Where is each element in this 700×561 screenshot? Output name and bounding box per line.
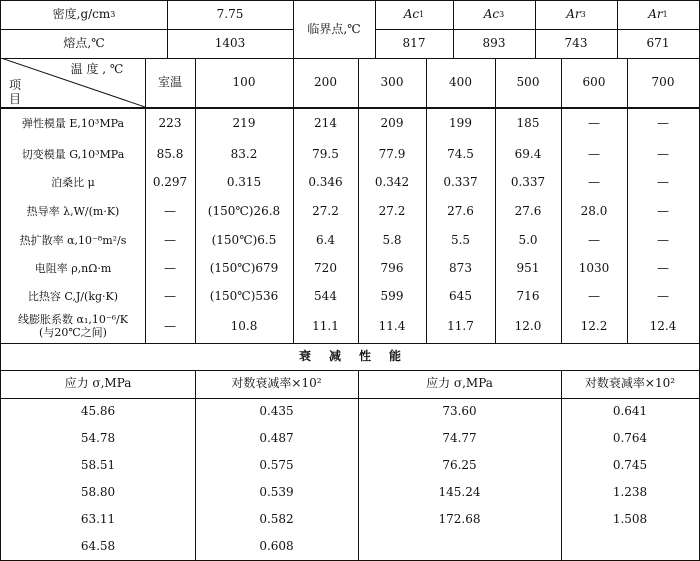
property-value-cell: 185 (516, 116, 540, 131)
damping-value-cell: 1.238 (612, 484, 648, 499)
temperature-column-header: 700 (651, 74, 675, 89)
corner-temperature-label: 温 度 , ℃ (70, 62, 124, 77)
temperature-col-divider (495, 58, 496, 343)
damping-value-cell: 172.68 (438, 511, 481, 526)
property-value-cell: 69.4 (514, 147, 542, 162)
damping-value-cell: 74.77 (442, 430, 477, 445)
density-label-sup: 3 (110, 10, 116, 20)
critical-point-name-ar1: Ar 1 (648, 7, 668, 22)
damping-column-header: 应力 σ,MPa (426, 376, 493, 391)
property-value-cell: 12.2 (580, 319, 608, 334)
property-value-cell: 12.4 (649, 319, 677, 334)
damping-value-cell: 1.508 (612, 511, 648, 526)
property-value-cell: 74.5 (447, 147, 474, 162)
damping-value-cell: 76.25 (442, 457, 477, 472)
critical-point-value-ac1: 817 (402, 35, 426, 50)
property-value-cell: 0.342 (374, 175, 410, 190)
header-bottom-rule (1, 58, 699, 59)
damping-title-rule (1, 370, 699, 371)
header-col-divider (617, 1, 618, 58)
property-value-cell: (150℃)536 (209, 289, 279, 304)
property-value-cell: — (657, 175, 669, 190)
property-value-cell: 27.2 (378, 204, 406, 219)
property-value-cell: 214 (314, 116, 337, 131)
temperature-column-header: 300 (380, 74, 404, 89)
melting-value: 1403 (214, 35, 246, 50)
damping-value-cell: 145.24 (438, 484, 481, 499)
property-value-cell: — (657, 233, 669, 248)
damping-value-cell: 0.582 (259, 511, 294, 526)
property-value-cell: 0.337 (510, 175, 546, 190)
property-value-cell: (150℃)679 (209, 261, 279, 276)
property-value-cell: 12.0 (514, 319, 542, 334)
property-row-label: 泊桑比 μ (51, 175, 95, 189)
temperature-col-divider (426, 58, 427, 343)
corner-item-label: 项 目 (8, 78, 21, 106)
header-col-divider (453, 1, 454, 58)
property-value-cell: 11.4 (378, 319, 406, 334)
property-value-cell: 83.2 (230, 147, 258, 162)
property-value-cell: — (164, 319, 176, 334)
damping-header-rule (1, 398, 699, 399)
header-col-divider (167, 1, 168, 58)
property-value-cell: 79.5 (312, 147, 339, 162)
property-row-label (1, 311, 145, 343)
property-value-cell: — (164, 233, 176, 248)
property-value-cell: — (588, 289, 600, 304)
critical-point-name-ar3: Ar 3 (566, 7, 586, 22)
property-value-cell: 219 (232, 116, 256, 131)
temperature-col-divider (145, 58, 146, 343)
temperature-column-header: 室温 (157, 74, 182, 89)
damping-col-divider (358, 370, 359, 560)
damping-value-cell: 0.641 (612, 403, 648, 418)
damping-value-cell: 0.539 (259, 484, 294, 499)
damping-value-cell: 0.764 (612, 430, 648, 445)
property-row-label: 热导率 λ,W/(m·K) (26, 204, 120, 218)
property-value-cell: 27.6 (447, 204, 474, 219)
property-value-cell: 5.8 (382, 233, 402, 248)
property-value-cell: 1030 (578, 261, 610, 276)
property-row-label: 热扩散率 α,10⁻⁸m²/s (19, 233, 127, 247)
damping-value-cell: 45.86 (80, 403, 116, 418)
property-value-cell: (150℃)26.8 (207, 204, 281, 219)
property-value-cell: — (657, 289, 669, 304)
damping-column-header: 对数衰减率×10² (231, 376, 322, 391)
damping-value-cell: 58.51 (80, 457, 116, 472)
property-value-cell: 645 (449, 289, 472, 304)
damping-value-cell: 0.435 (259, 403, 294, 418)
property-value-cell: — (588, 175, 600, 190)
critical-point-name-ac3: Ac 3 (483, 7, 505, 22)
temperature-col-divider (195, 58, 196, 107)
density-value: 7.75 (216, 7, 244, 22)
critical-point-value-ac3: 893 (482, 35, 506, 50)
melting-label: 熔点,℃ (63, 35, 105, 50)
property-row-label: 比热容 C,J/(kg·K) (27, 289, 119, 303)
property-value-cell: 873 (449, 261, 472, 276)
damping-value-cell: 73.60 (442, 403, 477, 418)
property-value-cell: — (164, 261, 176, 276)
temperature-column-header: 500 (516, 74, 540, 89)
property-value-cell: 716 (516, 289, 540, 304)
temperature-column-header: 100 (232, 74, 256, 89)
property-value-cell: 11.1 (312, 319, 339, 334)
property-value-cell: 0.315 (226, 175, 262, 190)
damping-value-cell: 58.80 (80, 484, 116, 499)
property-value-cell: 720 (314, 261, 337, 276)
property-value-cell: 0.337 (443, 175, 478, 190)
temperature-col-divider (561, 58, 562, 343)
property-value-cell: 796 (380, 261, 404, 276)
temperature-col-divider (293, 58, 294, 343)
density-label (1, 1, 167, 29)
damping-column-header: 对数衰减率×10² (584, 376, 676, 391)
property-row-label-line1: 线膨胀系数 α₁,10⁻⁶/K (18, 313, 128, 327)
property-row-label: 切变模量 G,10³MPa (21, 147, 125, 161)
property-value-cell: (150℃)6.5 (211, 233, 277, 248)
property-value-cell: 28.0 (580, 204, 608, 219)
property-row-label: 电阻率 ρ,nΩ·m (34, 261, 112, 275)
temperature-column-header: 400 (449, 74, 472, 89)
temperature-col-divider (195, 107, 196, 343)
critical-point-name-ac1: Ac 1 (403, 7, 425, 22)
damping-value-cell: 0.608 (259, 538, 294, 553)
property-value-cell: 199 (449, 116, 472, 131)
property-value-cell: 77.9 (378, 147, 406, 162)
damping-value-cell: 0.487 (259, 430, 294, 445)
property-value-cell: 11.7 (447, 319, 474, 334)
damping-value-cell: 54.78 (80, 430, 116, 445)
property-value-cell: — (657, 147, 669, 162)
property-value-cell: 6.4 (315, 233, 336, 248)
temperature-header-rule (1, 107, 699, 109)
property-value-cell: — (588, 116, 600, 131)
critical-point-value-ar3: 743 (564, 35, 588, 50)
critical-point-label: 临界点,℃ (307, 21, 361, 36)
damping-value-cell: 64.58 (80, 538, 116, 553)
damping-value-cell: 63.11 (80, 511, 116, 526)
temperature-col-divider (627, 58, 628, 343)
property-value-cell: — (164, 204, 176, 219)
property-value-cell: 544 (314, 289, 337, 304)
density-label-text: 密度,g/cm (52, 7, 111, 22)
header-col-divider (535, 1, 536, 58)
header-col-divider (293, 1, 294, 58)
temperature-col-divider (358, 58, 359, 343)
property-value-cell: — (657, 261, 669, 276)
critical-point-value-ar1: 671 (646, 35, 670, 50)
damping-col-divider (561, 370, 562, 560)
property-value-cell: — (657, 204, 669, 219)
property-value-cell: — (164, 289, 176, 304)
damping-value-cell (561, 533, 699, 560)
temperature-column-header: 600 (582, 74, 606, 89)
damping-value-cell: 0.745 (612, 457, 648, 472)
header-row-divider (375, 29, 699, 30)
property-value-cell: — (588, 147, 600, 162)
property-value-cell: 10.8 (230, 319, 258, 334)
header-col-divider (375, 1, 376, 58)
property-value-cell: 0.297 (152, 175, 188, 190)
property-value-cell: 0.346 (308, 175, 343, 190)
property-value-cell: 223 (158, 116, 182, 131)
damping-top-rule (1, 343, 699, 344)
property-value-cell: — (657, 116, 669, 131)
property-value-cell: — (588, 233, 600, 248)
property-value-cell: 27.6 (514, 204, 542, 219)
damping-col-divider (195, 370, 196, 560)
property-row-label: 弹性模量 E,10³MPa (21, 116, 125, 130)
damping-value-cell (358, 533, 561, 560)
property-value-cell: 85.8 (156, 147, 184, 162)
property-value-cell: 951 (516, 261, 540, 276)
temperature-column-header: 200 (314, 74, 337, 89)
property-row-label-line2: (与20℃之间) (39, 326, 107, 339)
property-value-cell: 599 (380, 289, 404, 304)
property-value-cell: 5.5 (450, 233, 471, 248)
property-value-cell: 5.0 (518, 233, 538, 248)
damping-column-header: 应力 σ,MPa (64, 376, 132, 391)
damping-title: 衰减性能 (298, 348, 419, 363)
header-row-divider (1, 29, 293, 30)
damping-value-cell: 0.575 (259, 457, 294, 472)
property-value-cell: 209 (380, 116, 404, 131)
property-value-cell: 27.2 (312, 204, 339, 219)
